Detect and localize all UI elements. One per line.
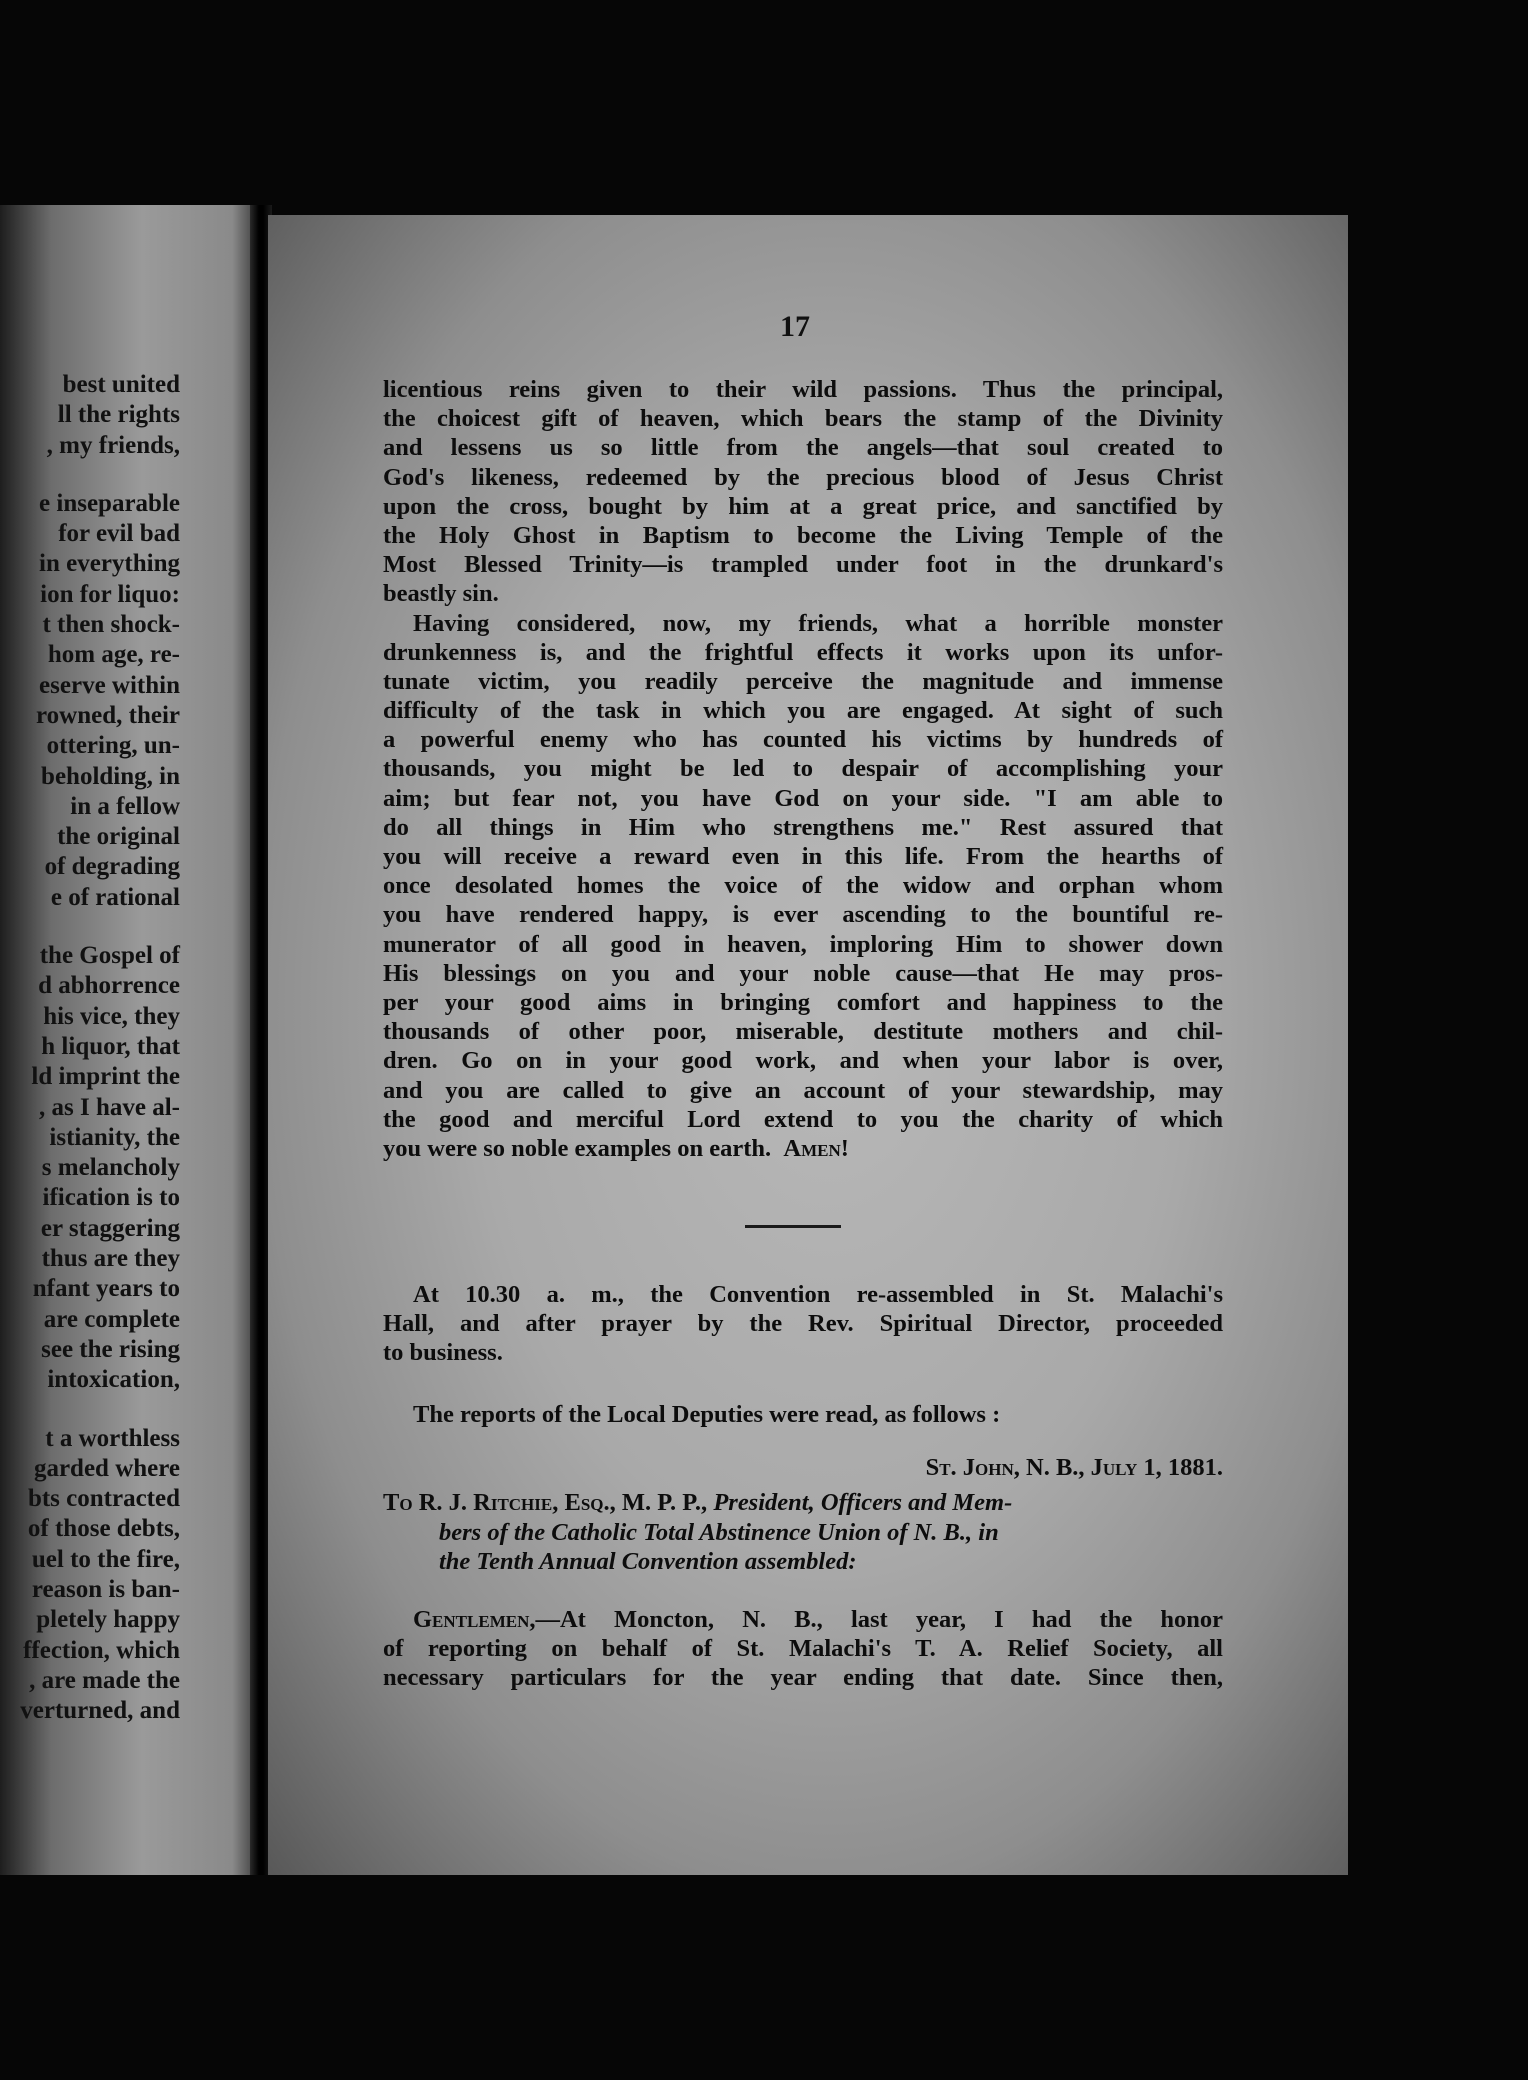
page-number: 17 <box>780 310 810 343</box>
text-line: you will receive a reward even in this life. From the hearths of <box>383 843 1223 870</box>
text-line <box>383 1134 1223 1163</box>
left-text-line: verturned, and <box>20 1697 180 1725</box>
convention-paragraph <box>383 1280 1223 1368</box>
text-line-content: you were so noble examples on earth. <box>383 1134 772 1162</box>
left-text-line: see the rising <box>41 1335 180 1363</box>
text-line: and you are called to give an account of your stewardship, may <box>383 1076 1223 1104</box>
section-divider <box>745 1225 841 1228</box>
left-text-line: e inseparable <box>39 489 180 517</box>
text-line: the Holy Ghost in Baptism to become the Living Temple of the <box>383 521 1223 549</box>
text-line: of reporting on behalf of St. Malachi's T. A. Relief Society, all <box>383 1635 1223 1663</box>
left-text-line: e of rational <box>50 883 180 911</box>
left-text-line: hom age, re- <box>47 641 180 669</box>
left-text-line: are complete <box>43 1305 180 1333</box>
left-text-line: , as I have al- <box>39 1093 180 1121</box>
left-text-line: the original <box>57 823 180 851</box>
text-line: a powerful enemy who has counted his victims by hundreds of <box>383 726 1223 754</box>
text-line: Having considered, now, my friends, what a horrible monster <box>413 609 1223 637</box>
text-line: The reports of the Local Deputies were read, as follows : <box>413 1401 1001 1428</box>
left-text-line: d abhorrence <box>38 972 180 1000</box>
left-text-line: , my friends, <box>46 431 180 459</box>
left-text-line: h liquor, that <box>41 1032 180 1060</box>
amen: Amen! <box>783 1134 849 1162</box>
text-line: tunate victim, you readily perceive the magnitude and immense <box>383 667 1223 695</box>
left-text-line: er staggering <box>40 1214 180 1242</box>
text-line: Most Blessed Trinity—is trampled under foot in the drunkard's <box>383 551 1223 579</box>
text-line: thousands of other poor, miserable, destitute mothers and chil- <box>383 1018 1223 1046</box>
left-text-line: uel to the fire, <box>31 1545 180 1573</box>
text-line: munerator of all good in heaven, imploring Him to shower down <box>383 930 1223 958</box>
left-text-line: garded where <box>33 1454 180 1482</box>
left-page-text <box>0 370 180 1726</box>
paragraph-gap <box>0 913 180 941</box>
left-text-line: of degrading <box>44 853 180 881</box>
left-text-line: thus are they <box>41 1245 180 1273</box>
text-line: At 10.30 a. m., the Convention re-assembled in St. Malachi's <box>413 1281 1223 1308</box>
text-line: beastly sin. <box>383 580 499 608</box>
text-line: the choicest gift of heaven, which bears the stamp of the Divinity <box>383 405 1223 433</box>
dateline <box>383 1453 1223 1483</box>
left-facing-page <box>0 205 258 1875</box>
text-line: difficulty of the task in which you are engaged. At sight of such <box>383 697 1223 725</box>
text-line: and lessens us so little from the angels—that soul created to <box>383 434 1223 462</box>
left-text-line: istianity, the <box>49 1123 180 1151</box>
left-text-line: in a fellow <box>70 792 180 820</box>
left-text-line: nfant years to <box>32 1275 180 1303</box>
address-block <box>383 1488 1223 1577</box>
letter-paragraph <box>383 1605 1223 1693</box>
left-text-line: ld imprint the <box>31 1063 180 1091</box>
text-line: do all things in Him who strengthens me." Rest assured that <box>383 813 1223 841</box>
left-text-line: for evil bad <box>58 520 180 548</box>
left-text-line: beholding, in <box>41 762 180 790</box>
left-text-line: t a worthless <box>45 1424 180 1452</box>
text-line: dren. Go on in your good work, and when your labor is over, <box>383 1047 1223 1075</box>
text-line: upon the cross, bought by him at a great price, and sanctified by <box>383 492 1223 520</box>
left-text-line: ottering, un- <box>46 732 180 760</box>
left-text-line: ion for liquo: <box>40 580 180 608</box>
left-text-line: best united <box>62 371 180 398</box>
left-text-line: pletely happy <box>36 1606 180 1634</box>
left-text-line: the Gospel of <box>39 942 180 970</box>
left-text-line: in everything <box>39 550 180 578</box>
text-line: to business. <box>383 1339 503 1367</box>
sermon-text <box>383 375 1223 1163</box>
reports-intro <box>383 1400 1223 1429</box>
address-first-line <box>383 1488 1223 1518</box>
text-line: per your good aims in bringing comfort and happiness to the <box>383 988 1223 1016</box>
left-text-line: rowned, their <box>36 701 180 729</box>
left-text-line: eserve within <box>39 671 180 699</box>
text-line: bers of the Catholic Total Abstinence Union of N. B., in <box>439 1518 999 1546</box>
left-text-line: of those debts, <box>27 1515 180 1543</box>
salutation: Gentlemen, <box>413 1606 536 1633</box>
left-text-line: s melancholy <box>41 1154 180 1182</box>
left-text-line: , are made the <box>29 1666 180 1694</box>
text-line: God's likeness, redeemed by the precious blood of Jesus Christ <box>383 463 1223 491</box>
text-line: thousands, you might be led to despair of accomplishing your <box>383 755 1223 783</box>
text-line: the good and merciful Lord extend to you the charity of which <box>383 1105 1223 1133</box>
text-line: necessary particulars for the year ending that date. Since then, <box>383 1664 1223 1692</box>
text-line: aim; but fear not, you have God on your side. "I am able to <box>383 784 1223 812</box>
left-text-line: ll the rights <box>57 401 180 429</box>
text-line: once desolated homes the voice of the widow and orphan whom <box>383 872 1223 900</box>
left-text-line: ffection, which <box>23 1636 180 1664</box>
address-to: To R. J. Ritchie, Esq., M. P. P., <box>383 1489 708 1516</box>
left-text-line: t then shock- <box>42 611 180 639</box>
paragraph-gap <box>0 1396 180 1424</box>
left-text-line: reason is ban- <box>31 1575 180 1603</box>
dateline-text: St. John, N. B., July 1, 1881. <box>925 1454 1223 1481</box>
left-text-line: bts contracted <box>27 1485 180 1513</box>
paragraph-gap <box>0 461 180 489</box>
text-line: Hall, and after prayer by the Rev. Spiritual Director, proceeded <box>383 1310 1223 1338</box>
text-line: the Tenth Annual Convention assembled: <box>439 1548 857 1575</box>
left-text-line: ification is to <box>42 1184 180 1212</box>
text-line <box>383 1605 1223 1634</box>
text-line-content: —At Moncton, N. B., last year, I had the honor <box>535 1606 1223 1633</box>
left-text-line: his vice, they <box>43 1002 180 1030</box>
text-line: licentious reins given to their wild passions. Thus the principal, <box>383 376 1223 403</box>
text-line: drunkenness is, and the frightful effects it works upon its unfor- <box>383 638 1223 666</box>
text-line: His blessings on you and your noble cause—that He may pros- <box>383 959 1223 987</box>
text-line: you have rendered happy, is ever ascending to the bountiful re- <box>383 901 1223 929</box>
text-line: President, Officers and Mem- <box>713 1489 1013 1516</box>
left-text-line: intoxication, <box>47 1366 180 1394</box>
main-page <box>268 215 1348 1875</box>
